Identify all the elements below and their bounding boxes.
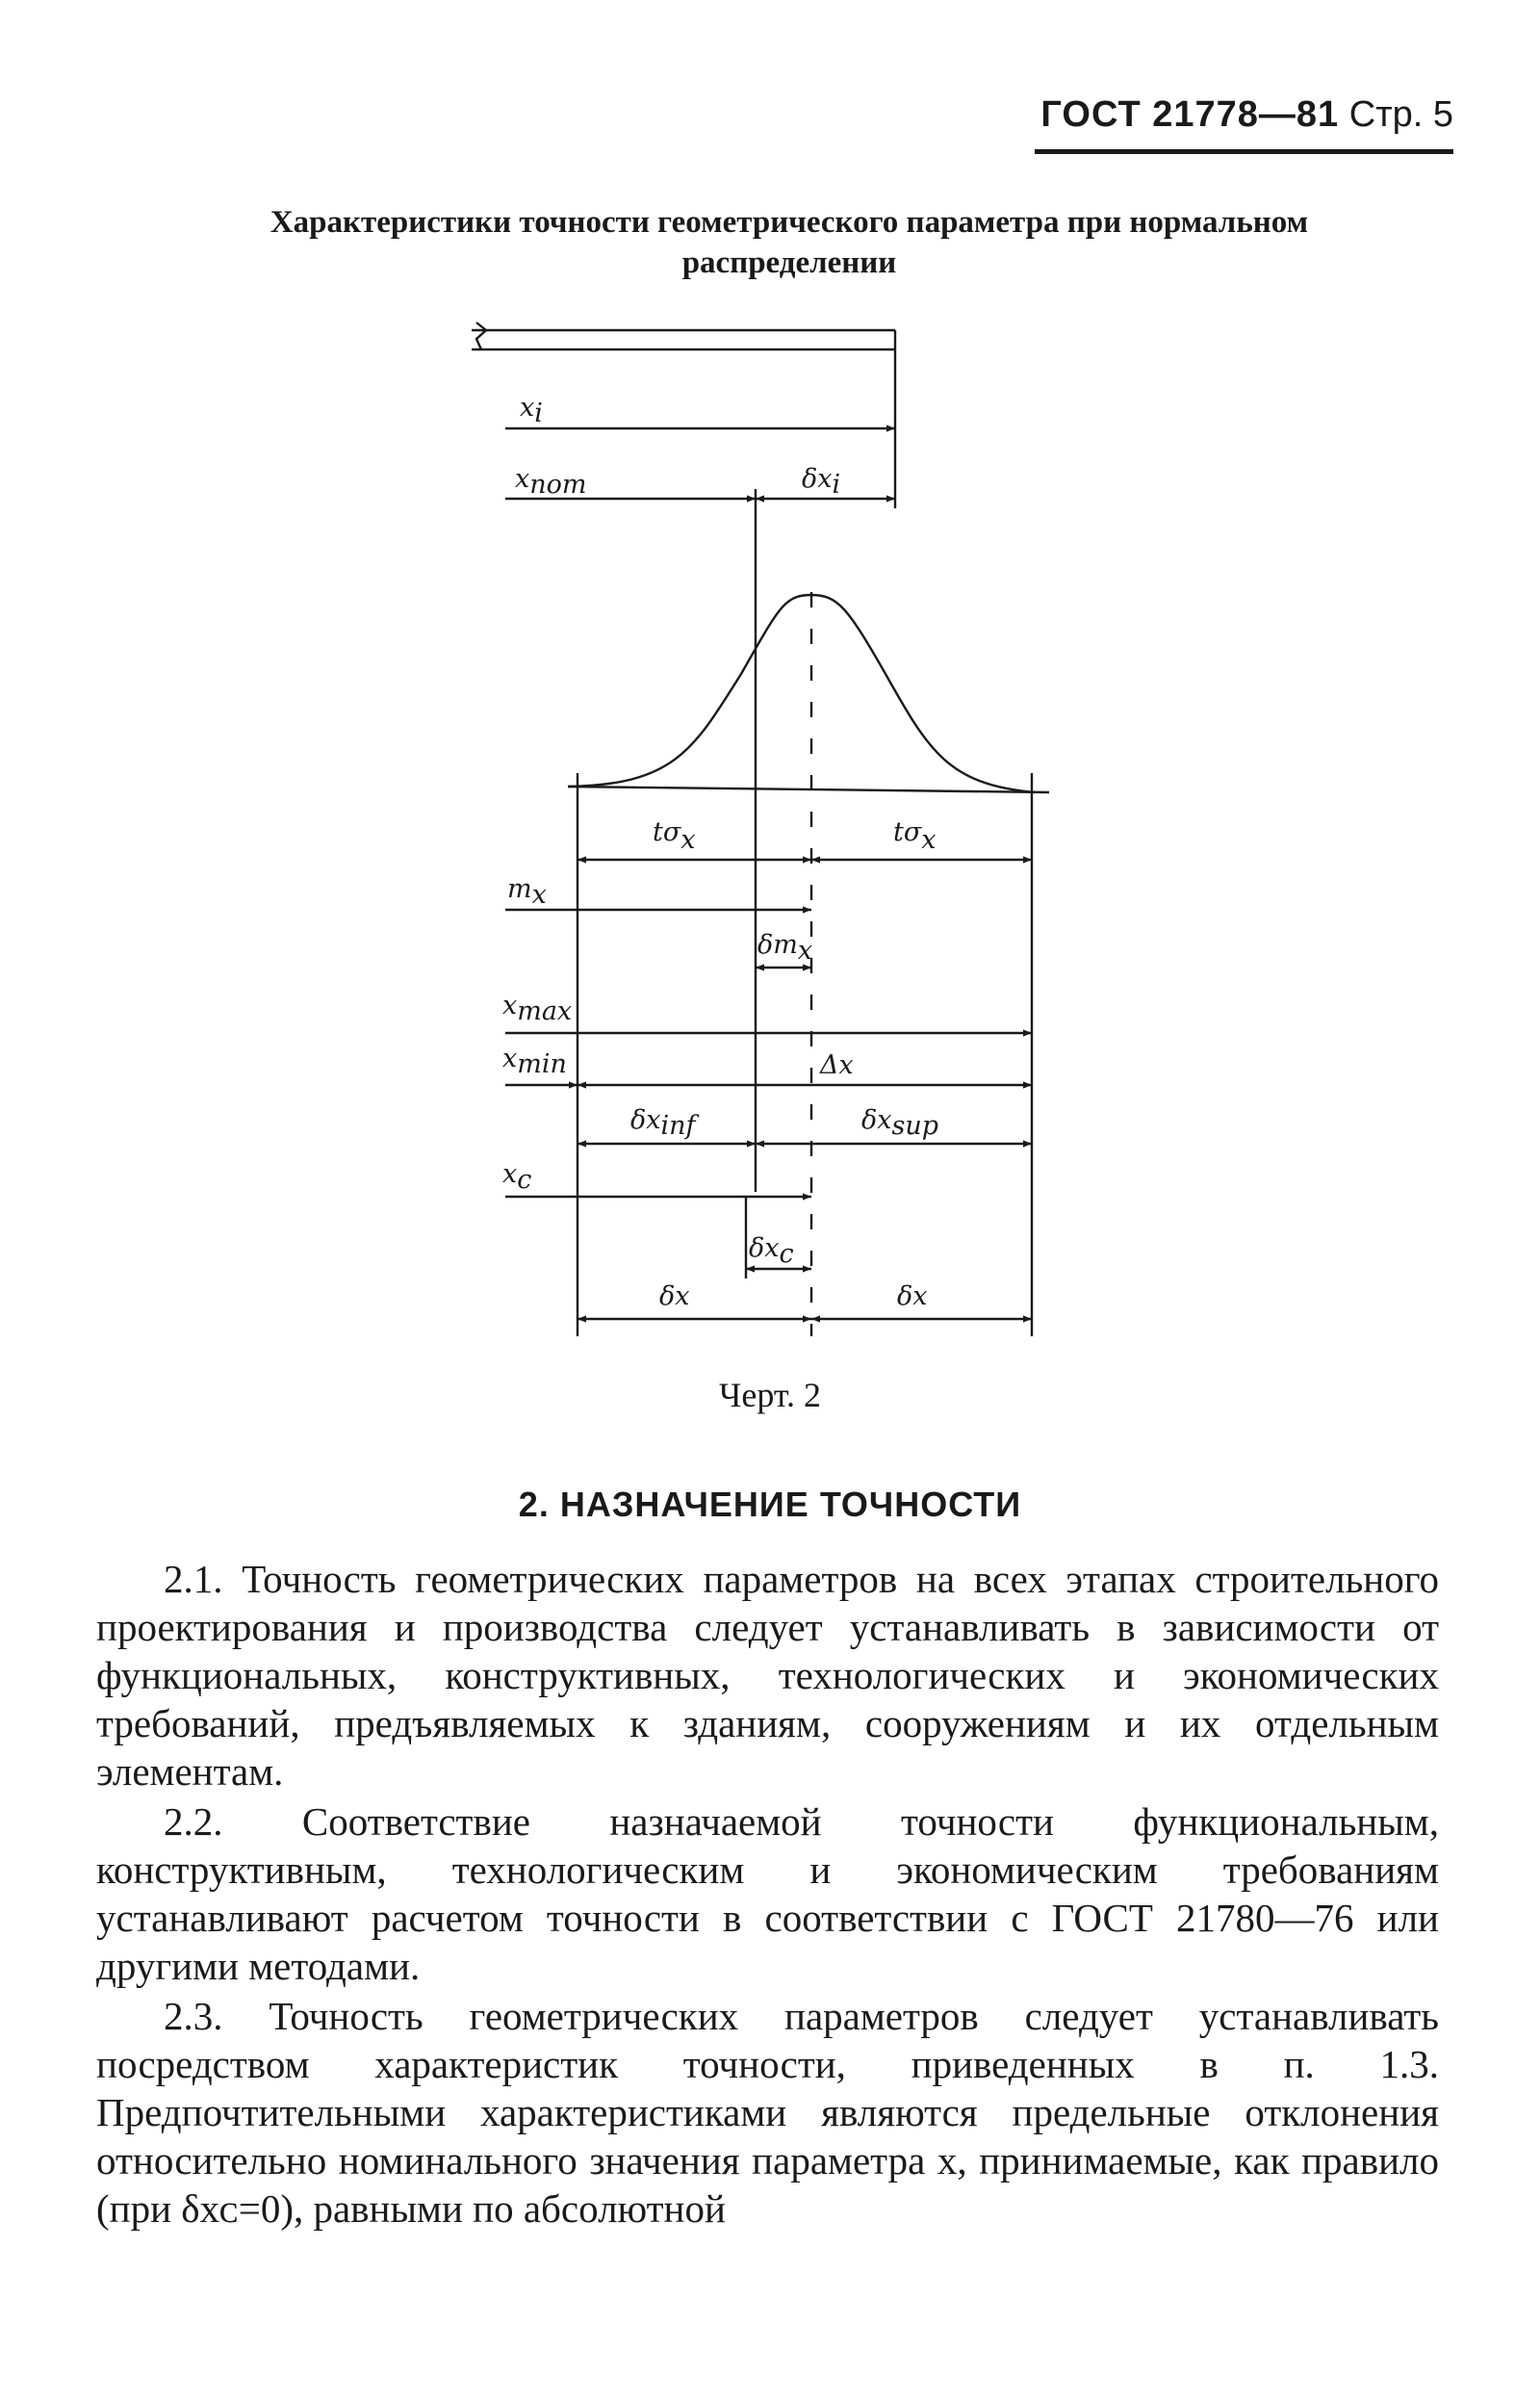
label-dmx: δmx xyxy=(757,930,813,966)
label-xnom: xnom xyxy=(515,464,587,500)
paragraph-2-3: 2.3. Точность геометрических параметров следует устанавливать посредством характеристик точности, приведенных в п. 1.3. Предпочтительными характеристиками являются предельные отклонения относительно номинального значения параметра x, принимаемые, как правило (при δxᴄ=0), равными по абсолютной xyxy=(96,1994,1439,2231)
body-text xyxy=(96,1555,1439,2235)
label-xmax: xmax xyxy=(502,991,573,1026)
label-tsx-right: tσx xyxy=(893,817,937,855)
label-dx-left: δx xyxy=(659,1281,690,1311)
label-xmin: xmin xyxy=(502,1044,567,1079)
paragraph-2-1: 2.1. Точность геометрических параметров на всех этапах строительного проектирования и производства следует устанавливать в зависимости от функциональных, конструктивных, технологических и экономических требований, предъявляемых к зданиям, сооружениям и их отдельным элементам. xyxy=(96,1557,1439,1794)
label-dx-right: δx xyxy=(897,1281,928,1311)
paragraph-2-2: 2.2. Соответствие назначаемой точности функциональным, конструктивным, технологическим и экономическим требованиям устанавливают расчетом точности в соответствии с ГОСТ 21780—76 или другими методами. xyxy=(96,1799,1439,1988)
page-number: Стр. 5 xyxy=(1348,94,1453,135)
normal-curve xyxy=(568,595,1035,792)
top-bar-break xyxy=(476,323,486,349)
label-dxinf: δxinf xyxy=(630,1105,696,1141)
label-tsx-left: tσx xyxy=(653,817,696,855)
label-dxi: δxi xyxy=(802,464,841,500)
section-heading: 2. НАЗНАЧЕНИЕ ТОЧНОСТИ xyxy=(518,1485,1022,1524)
label-mx: mx xyxy=(507,874,547,910)
figure-title-line-2: распределении xyxy=(681,245,897,280)
label-xc: xc xyxy=(502,1159,532,1195)
label-Dx: Δx xyxy=(820,1050,854,1080)
baseline xyxy=(568,787,1049,792)
figure-title-line-1: Характеристики точности геометрического параметра при нормальном xyxy=(270,205,1309,240)
standard-number: ГОСТ 21778—81 xyxy=(1040,94,1340,135)
label-dxc: δxc xyxy=(749,1233,794,1269)
figure-caption: Черт. 2 xyxy=(719,1376,821,1414)
label-xi: xi xyxy=(520,393,543,428)
label-dxsup: δxsup xyxy=(861,1105,939,1141)
